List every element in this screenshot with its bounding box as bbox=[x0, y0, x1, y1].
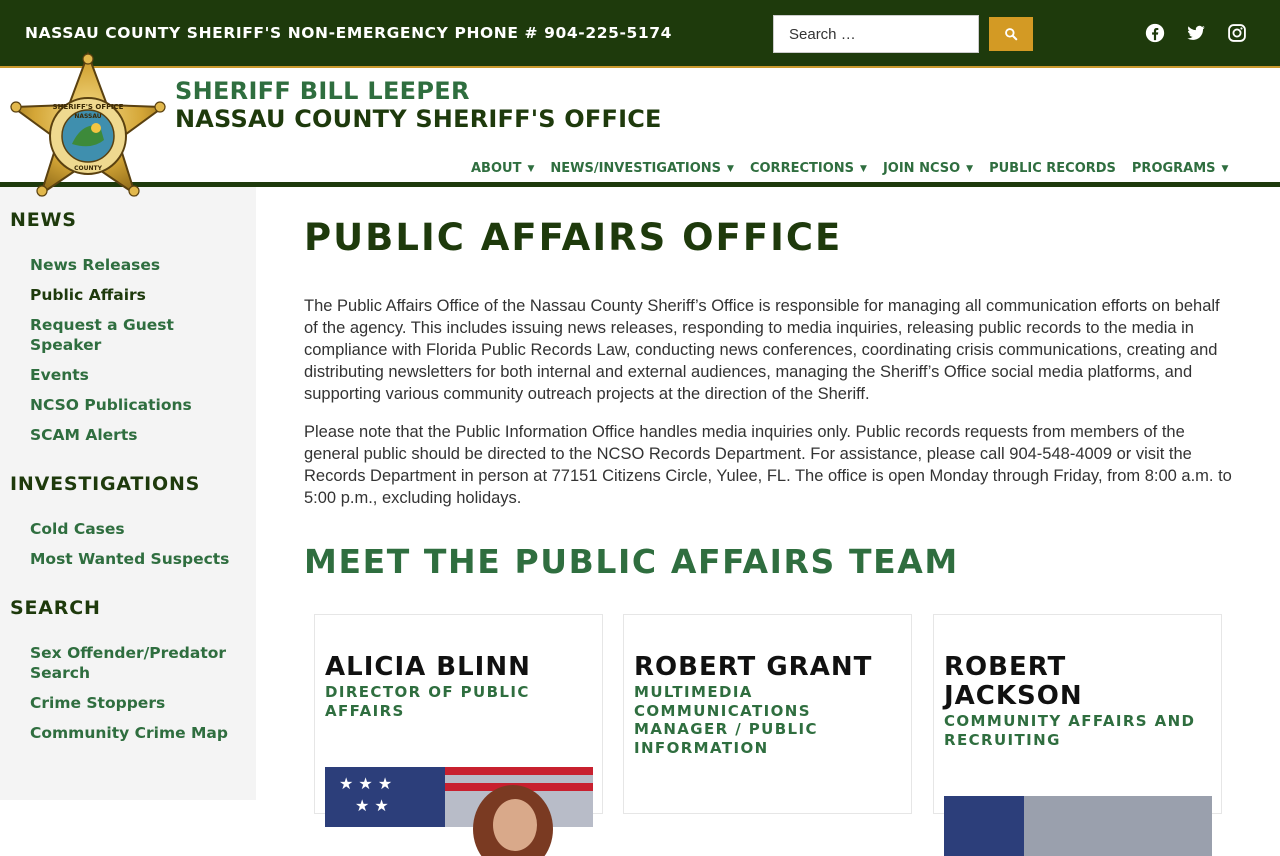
nav-label: ABOUT bbox=[471, 161, 522, 176]
caret-down-icon: ▼ bbox=[1221, 163, 1229, 174]
team-section-title: MEET THE PUBLIC AFFAIRS TEAM bbox=[304, 542, 959, 581]
team-card bbox=[933, 614, 1222, 814]
caret-down-icon: ▼ bbox=[527, 163, 535, 174]
nav-about[interactable] bbox=[471, 161, 534, 176]
team-member-name: ALICIA BLINN bbox=[325, 652, 531, 682]
caret-down-icon: ▼ bbox=[860, 163, 867, 174]
svg-text:★ ★ ★: ★ ★ ★ bbox=[339, 774, 393, 793]
sidebar-item-most-wanted[interactable]: Most Wanted Suspects bbox=[30, 550, 230, 568]
nav-label: JOIN NCSO bbox=[882, 161, 961, 176]
caret-down-icon: ▼ bbox=[966, 163, 974, 174]
sidebar-item-events[interactable]: Events bbox=[30, 366, 89, 384]
team-card bbox=[314, 614, 603, 814]
team-member-photo bbox=[325, 767, 593, 827]
nav-news-investigations[interactable] bbox=[550, 161, 734, 176]
badge-text-top: SHERIFF'S OFFICE bbox=[52, 103, 124, 111]
sidebar-heading-investigations: INVESTIGATIONS bbox=[10, 473, 201, 495]
team-member-photo bbox=[944, 796, 1212, 856]
sidebar-item-cold-cases[interactable]: Cold Cases bbox=[30, 520, 125, 538]
top-bar bbox=[0, 0, 1280, 68]
sidebar-item-sex-offender-search[interactable]: Sex Offender/Predator Search bbox=[30, 644, 227, 682]
nav-label: PUBLIC RECORDS bbox=[989, 161, 1116, 176]
nav-label: NEWS/INVESTIGATIONS bbox=[550, 161, 722, 176]
sidebar-item-public-affairs[interactable]: Public Affairs bbox=[30, 286, 146, 304]
team-card bbox=[623, 614, 912, 814]
sheriff-badge-logo[interactable] bbox=[8, 52, 168, 200]
nav-join-ncso[interactable] bbox=[883, 161, 973, 176]
team-member-role: MULTIMEDIA COMMUNICATIONS MANAGER / PUBLIC INFORMATION bbox=[634, 683, 818, 757]
intro-paragraph: The Public Affairs Office of the Nassau County Sheriff’s Office is responsible for managing all communication efforts on behalf of the agency. This includes issuing news releases, responding to media inquiries, releasing public records to the media in compliance with Florida Public Records Law, conducting news conferences, coordinating crisis communications, creating and distributing newsletters for both internal and external audiences, managing the Sheriff’s Office social media platforms, and supporting various community outreach projects at the direction of the Sheriff. bbox=[304, 297, 1220, 403]
team-member-role: DIRECTOR OF PUBLIC AFFAIRS bbox=[325, 683, 530, 720]
sidebar-item-crime-stoppers[interactable]: Crime Stoppers bbox=[30, 694, 166, 712]
main-nav bbox=[471, 161, 1244, 176]
svg-text:★ ★: ★ ★ bbox=[355, 796, 389, 815]
sidebar-item-request-guest-speaker[interactable]: Request a Guest Speaker bbox=[30, 316, 174, 354]
non-emergency-phone: NASSAU COUNTY SHERIFF'S NON-EMERGENCY PHONE # 904-225-5174 bbox=[25, 24, 673, 42]
sheriff-name-title[interactable]: SHERIFF BILL LEEPER bbox=[175, 77, 470, 105]
team-member-name: ROBERT GRANT bbox=[634, 652, 873, 682]
team-member-role: COMMUNITY AFFAIRS AND RECRUITING bbox=[944, 712, 1196, 749]
page-title: PUBLIC AFFAIRS OFFICE bbox=[304, 216, 843, 259]
sidebar-heading-search: SEARCH bbox=[10, 597, 101, 619]
nav-corrections[interactable] bbox=[750, 161, 867, 176]
search-icon bbox=[1004, 27, 1018, 41]
records-note-paragraph: Please note that the Public Information Office handles media inquiries only. Public records requests from members of the general public should be directed to the NCSO Records Department. For assistance, please call 904-548-4009 or visit the Records Department in person at 77151 Citizens Circle, Yulee, FL. The office is open Monday through Friday, from 8:00 a.m. to 5:00 p.m., excluding holidays. bbox=[304, 423, 1232, 507]
sidebar-item-scam-alerts[interactable]: SCAM Alerts bbox=[30, 426, 138, 444]
instagram-icon[interactable] bbox=[1227, 23, 1247, 43]
nav-public-records[interactable] bbox=[989, 161, 1116, 176]
twitter-icon[interactable] bbox=[1186, 23, 1206, 43]
nav-programs[interactable] bbox=[1132, 161, 1229, 176]
sidebar-heading-news: NEWS bbox=[10, 209, 77, 231]
badge-text-bottom: COUNTY bbox=[74, 165, 102, 172]
search-button[interactable] bbox=[989, 17, 1033, 51]
facebook-icon[interactable] bbox=[1145, 23, 1165, 43]
team-member-name: ROBERT JACKSON bbox=[944, 652, 1083, 711]
caret-down-icon: ▼ bbox=[727, 163, 734, 174]
sidebar-item-community-crime-map[interactable]: Community Crime Map bbox=[30, 724, 228, 742]
sidebar-item-ncso-publications[interactable]: NCSO Publications bbox=[30, 396, 192, 414]
search-input[interactable] bbox=[773, 15, 979, 53]
nav-label: CORRECTIONS bbox=[749, 161, 855, 176]
badge-text-mid: NASSAU bbox=[74, 113, 102, 120]
nav-label: PROGRAMS bbox=[1131, 161, 1216, 176]
sidebar-item-news-releases[interactable]: News Releases bbox=[30, 256, 161, 274]
office-name-title[interactable]: NASSAU COUNTY SHERIFF'S OFFICE bbox=[175, 105, 662, 133]
